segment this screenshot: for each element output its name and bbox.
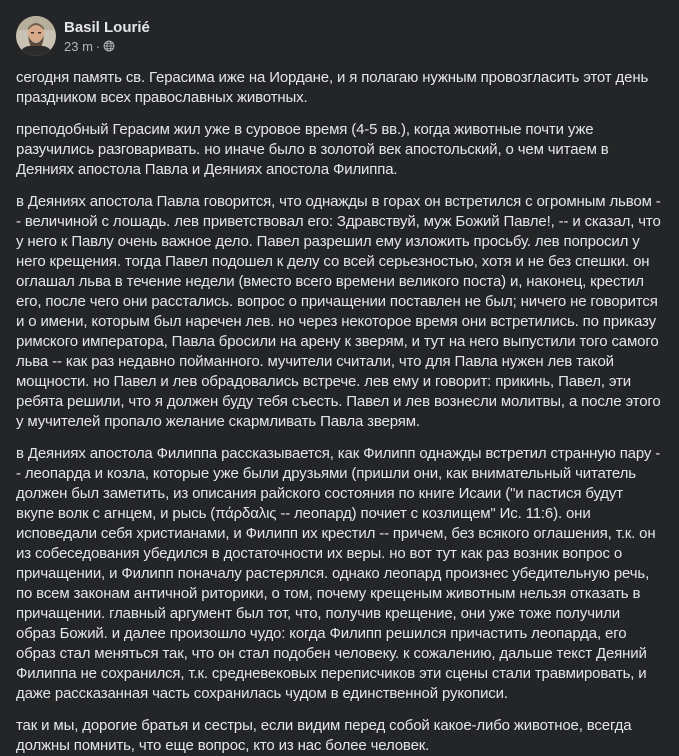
post-paragraph: преподобный Герасим жил уже в суровое время (4-5 вв.), когда животные почти уже разучились разговаривать. но иначе было в золотой век апостольский, о чем читаем в Деяниях апостола Павла и Деяниях апостола Филиппа. [16,121,609,178]
post-paragraph: в Деяниях апостола Филиппа рассказывается, как Филипп однажды встретил странную пару -- леопарда и козла, которые уже были друзьями (пришли они, как внимательный читатель должен был заметить, из описания райского состояния по книге Исаии ("и пастися будут вкупе волк с агнцем, и рысь (πάρδαλις -- леопард) почиет с козлищем" Ис. 11:6). они исповедали себя христианами, и Филипп их крестил -- причем, без всякого оглашения, т.к. он из собеседования убедился в достаточности их веры. но вот тут как раз возник вопрос о причащении, и Филипп поначалу растерялся. однако леопард произнес убедительную речь, по всем законам античной риторики, о том, почему крещеным животным нельзя отказать в причащении. главный аргумент был тот, что, получив крещение, они уже тоже получили образ Божий. и далее произошло чудо: когда Филипп решился причастить леопарда, его образ стал меняться так, что он стал подобен человеку. к сожалению, дальше текст Деяний Филиппа не сохранился, т.к. средневековых переписчиков эти сцены стали травмировать, и даже рассказанная часть сохранилась чудом в единственной рукописи. [16,445,661,702]
post-timestamp[interactable]: 23 m [64,38,93,54]
separator-dot: · [95,38,101,54]
post-paragraph: так и мы, дорогие братья и сестры, если видим перед собой какое-либо животное, всегда должны помнить, что еще вопрос, кто из нас более человек. [16,717,632,754]
globe-icon[interactable] [103,40,115,52]
profile-photo-icon [16,16,56,56]
post-header [16,0,663,62]
author-name[interactable]: Basil Lourié [64,18,150,36]
post-paragraph: в Деяниях апостола Павла говорится, что однажды в горах он встретился с огромным львом -- величиной с лошадь. лев приветствовал его: Здравствуй, муж Божий Павле!, -- и сказал, что у него к Павлу очень важное дело. Павел разрешил ему изложить просьбу. лев попросил у него крещения. тогда Павел подошел к делу со всей серьезностью, хотя и не без спешки. он оглашал льва в течение недели (вместо всего времени великого поста) и, наконец, крестил его, после чего они расстались. вопрос о причащении поставлен не был; ничего не говорится и о имени, которым был наречен лев. но через некоторое время они встретились. по приказу римского императора, Павла бросили на арену к зверям, и тут на него выпустили того самого льва -- как раз недавно пойманного. мучители считали, что для Павла нужен лев такой мощности. но Павел и лев обрадовались встрече. лев ему и говорит: прикинь, Павел, эти ребята решили, что я должен буду тебя съесть. Павел и лев вознесли молитвы, а после этого у мучителей пропало желание скармливать Павла зверям. [16,193,661,430]
post-meta [64,18,150,55]
avatar[interactable] [16,16,56,56]
post-paragraph: сегодня память св. Герасима иже на Иордане, и я полагаю нужным провозгласить этот день праздником всех православных животных. [16,69,649,106]
post-subline [64,38,150,55]
post-body [16,68,663,756]
